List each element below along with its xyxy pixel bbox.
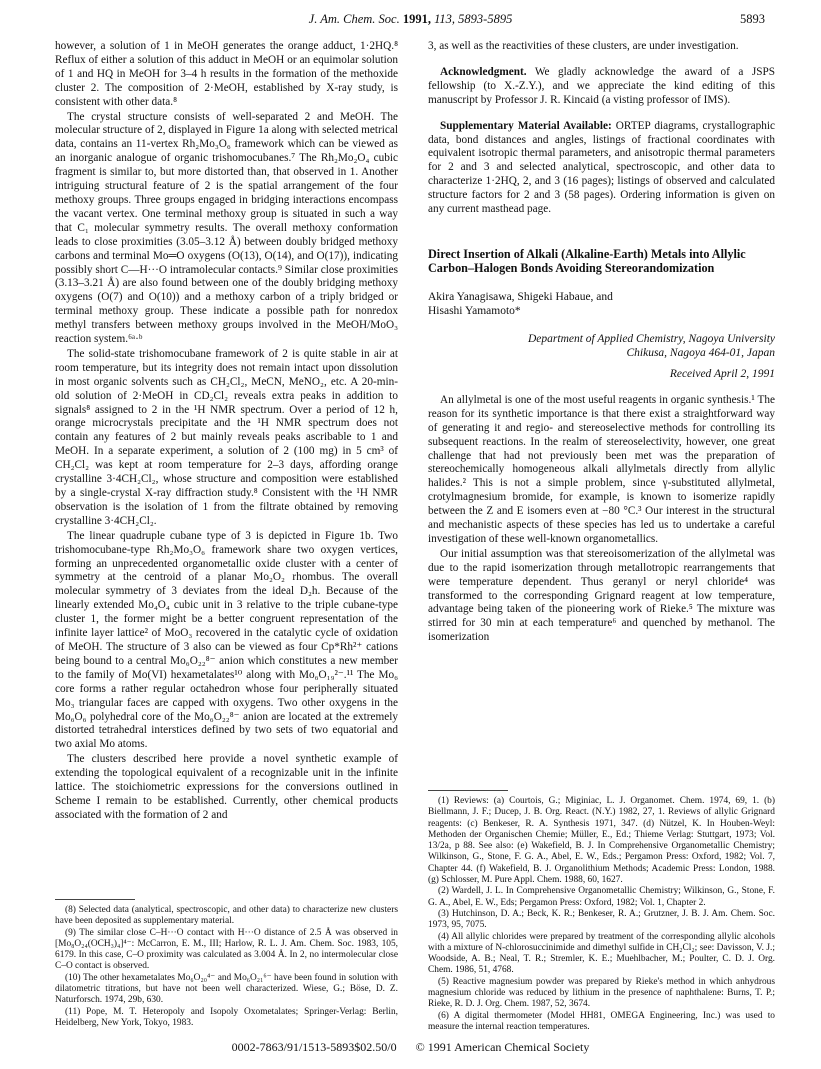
footnotes-right (428, 796, 775, 1033)
journal-issue-pages: 113, 5893-5895 (434, 12, 513, 26)
received-date: Received April 2, 1991 (669, 367, 775, 380)
footnote: (4) All allylic chlorides were prepared by treatment of the corresponding allylic alcohols with a mixture of N-chlorosuccinimide and dimethyl sulfide in CH₂Cl₂; see: Davisson, V. J.; Woodside, A. B.; Neal, T. R.; Stremler, K. E.; Muehlbacher, M.; Poulter, C. D. J. Org. Chem. 1986, 51, 4768. (428, 931, 775, 976)
authors-line: Akira Yanagisawa, Shigeki Habaue, and (428, 290, 613, 303)
footnotes-left (55, 905, 398, 1029)
article-title: Direct Insertion of Alkali (Alkaline-Earth) Metals into Allylic Carbon–Halogen Bonds Avoiding Stereorandomization (428, 246, 746, 276)
body-paragraph: The clusters described here provide a novel synthetic example of extending the topological equivalent of a recognizable unit in the infinite lattice. The stoichiometric expressions for the conversions outlined in Scheme I remain to be established. Currently, other chemical products associated with the formation of 2 and (55, 753, 398, 821)
body-paragraph: The solid-state trishomocubane framework of 2 is quite stable in air at room temperature, but its integrity does not remain intact upon dissolution in most organic solvents such as CH₂Cl₂, MeCN, MeNO₂, etc. A 20-min-old solution of 2·MeOH in CD₂Cl₂ reveals extra peaks in addition to signals⁸ assigned to 2 in the ¹H NMR spectrum. Over a period of 12 h, orange microcrystals precipitate and the ¹H NMR spectrum does not contain any features of 2 but mainly reveals peaks ascribable to 1 and MeOH. In a separate experiment, a solution of 2 (100 mg) in 5 cm³ of CH₂Cl₂ was kept at room temperature for 2–3 days, affording orange crystalline 3·4CH₂Cl₂, whose structure and composition were established by a single-crystal X-ray diffraction study.⁸ Consistent with the ¹H NMR observation is the isolation of 1 from the filtrate obtained by removing crystalline 3·4CH₂Cl₂. (55, 347, 398, 527)
copyright: © 1991 American Chemical Society (415, 1040, 590, 1054)
footnote: (8) Selected data (analytical, spectroscopic, and other data) to characterize new clusters have been deposited as supplementary material. (55, 905, 398, 927)
article-authors (428, 290, 775, 318)
affiliation-line: Department of Applied Chemistry, Nagoya University (527, 332, 775, 345)
footnote: (6) A digital thermometer (Model HH81, OMEGA Engineering, Inc.) was used to measure the internal reaction temperatures. (428, 1010, 775, 1032)
journal-citation (0, 12, 821, 27)
body-paragraph: Our initial assumption was that stereoisomerization of the allylmetal was due to the rapid isomerization through metallotropic rearrangements that were temperature dependent. Thus geranyl or neryl chloride⁴ was transformed to the corresponding Grignard reagent at low temperature, advantage being taken of the pioneering work of Rieke.⁵ The mixture was stirred for 30 min at each temperature⁶ and quenched by methanol. The isomerization (428, 547, 775, 644)
article-affiliation (428, 332, 775, 360)
supplementary-heading: Supplementary Material Available: (440, 119, 612, 132)
footnote: (11) Pope, M. T. Heteropoly and Isopoly Oxometalates; Springer-Verlag: Berlin, Heidelberg, New York, Tokyo, 1983. (55, 1006, 398, 1028)
footnote: (5) Reactive magnesium powder was prepared by Rieke's method in which anhydrous magnesium chloride was reduced by lithium in the presence of naphthalene: Burns, T. P.; Rieke, R. D. J. Org. Chem. 1987, 52, 3674. (428, 976, 775, 1010)
acknowledgment-text: We gladly acknowledge the award of a JSPS fellowship (to X.-Z.Y.), and we appreciate the kind editing of this manuscript by Professor J. R. Kincaid (a visting professor of IMS). (428, 65, 775, 106)
supplementary-text: ORTEP diagrams, crystallographic data, bond distances and angles, listings of fractional coordinates with equivalent isotropic thermal parameters, and anisotropic thermal parameters for 2 and 3 and selected analytical, spectroscopic, and other data to characterize 1·2HQ, 2, and 3 (16 pages); listings of observed and calculated structure factors for 2 and 3 (58 pages). Ordering information is given on any current masthead page. (428, 119, 776, 216)
footnote: (2) Wardell, J. L. In Comprehensive Organometallic Chemistry; Wilkinson, G., Stone, F. G. A., Abel, E. W., Eds; Pergamon Press: Oxford, 1982; Vol. 1, Chapter 2. (428, 886, 775, 908)
body-paragraph: The linear quadruple cubane type of 3 is depicted in Figure 1b. Two trishomocubane-type Rh₂Mo₃O₆ framework share two oxygen vertices, forming an unprecedented organometallic oxide cluster with a center of symmetry at the centroid of a planar Mo₂O₂ rhombus. The overall molecular symmetry of 3 deviates from the ideal D₂h. Because of the linearly extended Mo₄O₄ cubic unit in 3 relative to the triple cubane-type cluster 1, the former might be a better congruent representation of the infinite layer lattice² of MoO₃ recovered in the catalytic cycle of oxidation of MeOH. The structure of 3 also can be viewed as four Cp*Rh²⁺ cations being bound to a central Mo₆O₂₂⁸⁻ anion which constitutes a new member to the family of Mo(VI) hexametalates¹⁰ along with Mo₆O₁₉²⁻.¹¹ The Mo₆ core forms a rather regular octahedron whose four peripherally situated Mo₃ triangular faces are capped with oxygens. Two other oxygens in the Mo₆O₆ polyhedral core of the Mo₆O₂₂⁸⁻ anion are located at the extremely distorted tetrahedral interstices defined by two sets of two equatorial and two axial Mo atoms. (55, 529, 398, 751)
footnote: (10) The other hexametalates Mo₆O₂₀⁴⁻ and Mo₆O₂₁⁶⁻ have been found in solution with dilatometric titrations, but have not been well characterized. Wiese, G.; Böse, D. Z. Naturforsch. 1974, 29b, 630. (55, 972, 398, 1006)
acknowledgment-heading: Acknowledgment. (440, 65, 527, 78)
footnote-rule-right (428, 790, 508, 791)
supplementary-material (428, 120, 775, 217)
footnote: (3) Hutchinson, D. A.; Beck, K. R.; Benkeser, R. A.; Grutzner, J. B. J. Am. Chem. Soc. 1973, 95, 7075. (428, 908, 775, 931)
right-column (428, 40, 775, 645)
price-code: 0002-7863/91/1513-5893$02.50/0 (231, 1040, 397, 1054)
acknowledgment (428, 66, 775, 108)
running-head (0, 12, 821, 34)
body-paragraph: 3, as well as the reactivities of these clusters, are under investigation. (428, 40, 739, 52)
left-column (55, 40, 398, 823)
footnote: (9) The similar close C–H···O contact with H···O distance of 2.5 Å was observed in [Mo₈O₂₄(OCH₃)₄]⁴⁻: McCarron, E. M., III; Harlow, R. L. J. Am. Chem. Soc. 1983, 105, 6179. In this case, C–O proximity was calculated as 3.004 Å. In 2, no intermolecular close C–O contact is observed. (55, 927, 398, 972)
body-paragraph: The crystal structure consists of well-separated 2 and MeOH. The molecular structure of 2, displayed in Figure 1a along with selected metrical data, contains an 11-vertex Rh₂Mo₃O₆ framework which can be viewed as an inorganic analogue of organic trishomocubanes.⁷ The Rh₂Mo₂O₄ cubic fragment is similar to, but more distorted than, that observed in 1. Another intriguing structural feature of 2 is the spatial arrangement of the four methoxy groups. Three groups engaged in bridging interactions encompass the vacant vertex. One terminal methoxy group is situated in such a way that C₁ molecular symmetry results. The overall methoxy conformation leads to close proximities (3.05–3.12 Å) between doubly bridged methoxy carbons and terminal Mo═O oxygens (O(13), O(14), and O(17)), indicating possibly short C—H···O intramolecular contacts.⁹ Similar close proximities (3.13–3.21 Å) are also found between one of the doubly bridging methoxy oxygens (O(7) and O(10)) and a methoxy carbon of a triply bridged or terminal methoxy group. These indicate a possible path for nonredox methyl transfers between methoxy groups involved in the MeOH/MoO₃ reaction system.⁶ᵃ·ᵇ (55, 110, 399, 346)
authors-line: Hisashi Yamamoto* (428, 304, 521, 317)
journal-name: J. Am. Chem. Soc. (308, 12, 400, 26)
journal-year: 1991, (402, 12, 431, 26)
footnote: (1) Reviews: (a) Courtois, G.; Miginiac, L. J. Organomet. Chem. 1974, 69, 1. (b) Biellmann, J. F.; Ducep, J. B. Org. React. (N.Y.) 1982, 27, 1. Reviews of allylic Grignard reagents: (c) Benkeser, R. A. Synthesis 1971, 347. (d) Nützel, K. In Houben-Weyl: Methoden der Organischen Chemie; Müller, E., Ed.; Thieme Verlag: Stuttgart, 1973; Vol. 13/2a, p 88. See also: (e) Wakefield, B. J. In Comprehensive Organometallic Chemistry; Wilkinson, G., Stone, F. G. A., Abel, E. W., Eds.; Pergamon Press: Oxford, 1982; Vol. 7, Chapter 44. (f) Wakefield, B. J. Organolithium Methods; Academic Press: London, 1988. (g) Schlosser, M. Pure Appl. Chem. 1988, 60, 1627. (428, 796, 775, 886)
body-paragraph: An allylmetal is one of the most useful reagents in organic synthesis.¹ The reason for its synthetic importance is that there exist a straightforward way of generating it and regio- and stereoselective methods for controlling its subsequent reactions. In the realm of stereoselectivity, however, one great challenge that had not previously been met was the preparation of stereochemically homogeneous alkali allylmetals directly from allylic halides.² This is not a simple problem, since γ-substituted allylmetal, crotylmagnesium bromide, for example, is known to isomerize rapidly between the Z and E isomers even at −80 °C.³ Our interest in the structural and mechanistic aspects of these species has led us to undertake a careful investigation of these well-known organometallics. (428, 393, 775, 545)
affiliation-line: Chikusa, Nagoya 464-01, Japan (626, 346, 775, 359)
page-number: 5893 (740, 12, 765, 26)
footnote-rule-left (55, 899, 135, 900)
body-paragraph: however, a solution of 1 in MeOH generates the orange adduct, 1·2HQ.⁸ Reflux of either a solution of this adduct in MeOH or an equimolar solution of 1 and HQ in MeOH for 3–4 h results in the formation of the methoxide cluster 2. The composition of 2·MeOH, established by X-ray study, is consistent with other data.⁸ (55, 40, 398, 108)
page-footer (0, 1040, 821, 1055)
